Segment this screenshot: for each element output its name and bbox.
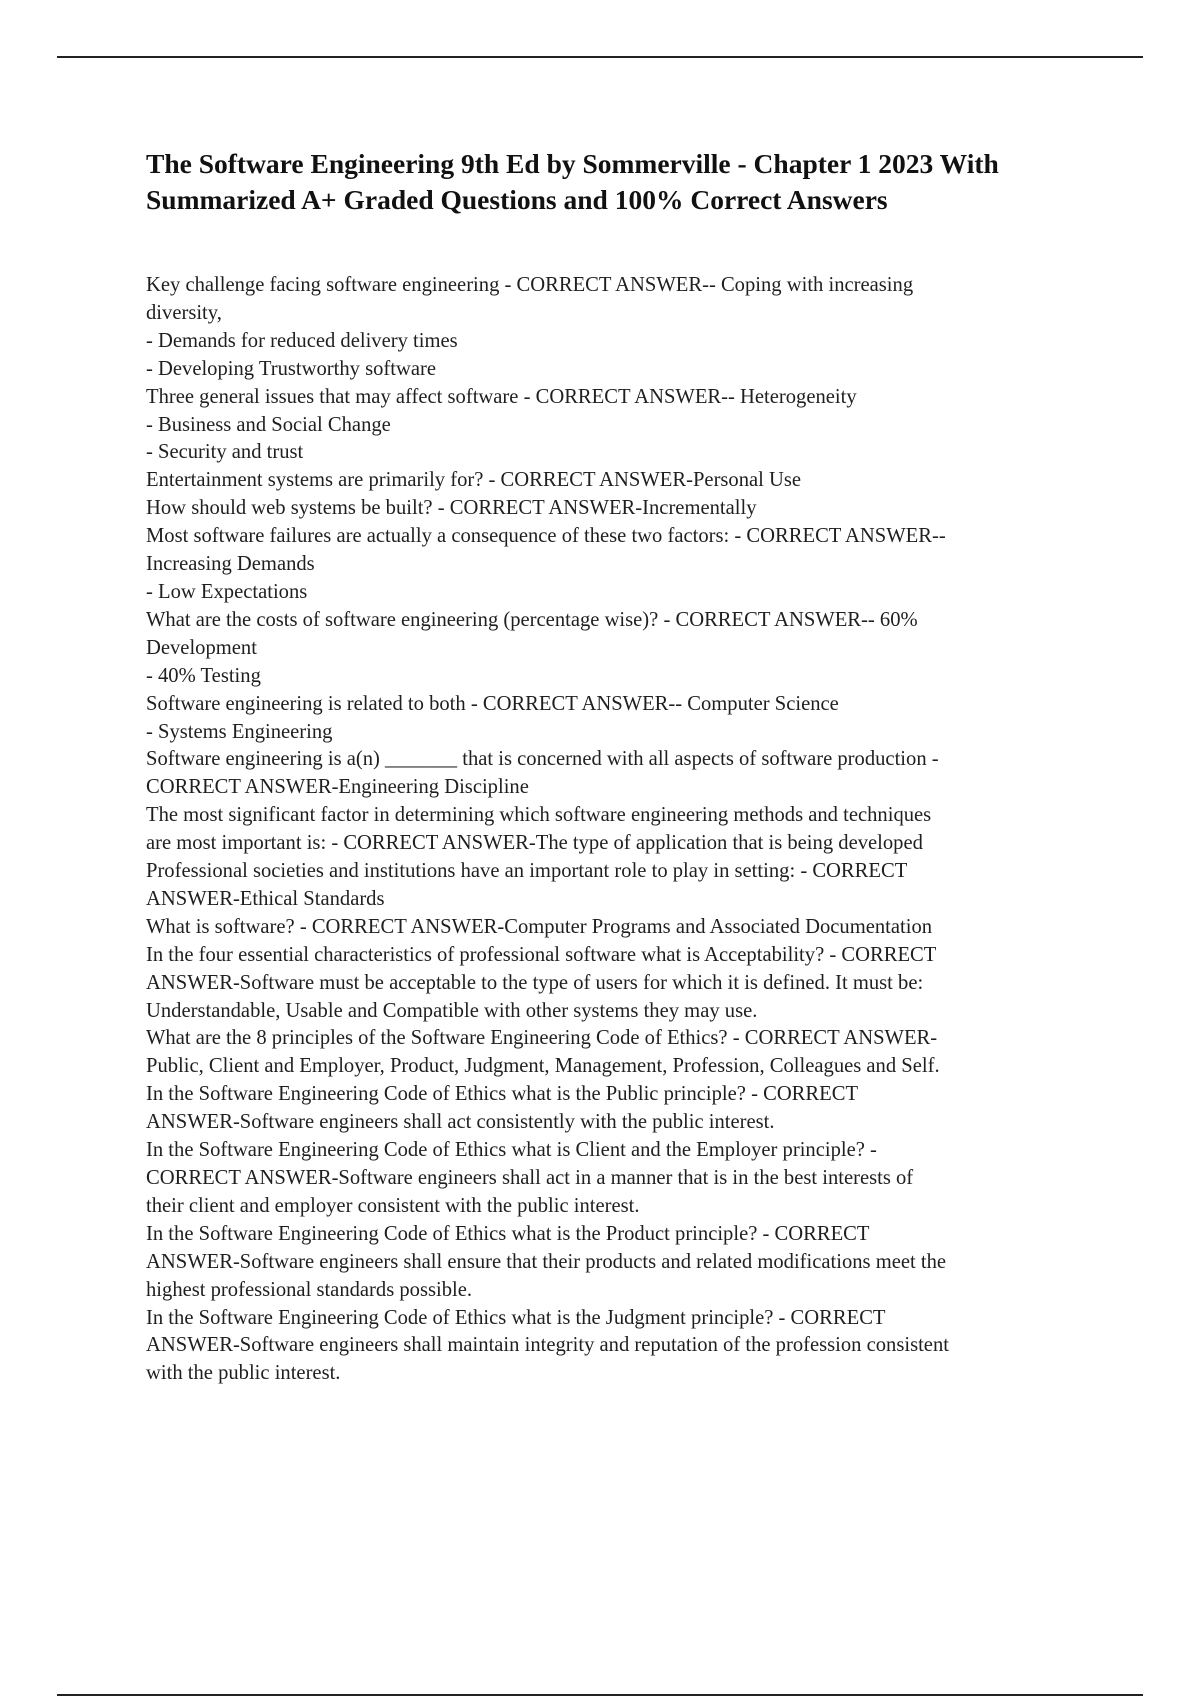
text-line: What are the costs of software engineering (percentage wise)? - CORRECT ANSWER-- 60% (146, 608, 918, 631)
title-line: The Software Engineering 9th Ed by Sommerville - Chapter 1 2023 With (146, 148, 999, 179)
text-line: The most significant factor in determining which software engineering methods and techniques (146, 804, 932, 827)
text-line: Key challenge facing software engineering - CORRECT ANSWER-- Coping with increasing (146, 274, 914, 296)
text-line: Public, Client and Employer, Product, Judgment, Management, Profession, Colleagues and Self. (146, 1055, 940, 1078)
text-line: Most software failures are actually a consequence of these two factors: - CORRECT ANSWER-- (146, 525, 946, 548)
text-line: In the Software Engineering Code of Ethics what is the Product principle? - CORRECT (146, 1222, 870, 1245)
text-line: ANSWER-Software must be acceptable to the type of users for which it is defined. It must be: (146, 971, 924, 994)
text-line: Software engineering is related to both - CORRECT ANSWER-- Computer Science (146, 692, 839, 715)
text-line: In the Software Engineering Code of Ethics what is Client and the Employer principle? - (146, 1139, 877, 1162)
text-line: with the public interest. (146, 1362, 341, 1385)
text-line: are most important is: - CORRECT ANSWER-The type of application that is being developed (146, 832, 923, 855)
text-line: Software engineering is a(n) _______ that is concerned with all aspects of software production - (146, 748, 939, 771)
text-line: Increasing Demands (146, 553, 315, 576)
text-line: Professional societies and institutions have an important role to play in setting: - CORRECT (146, 860, 908, 883)
text-line: diversity, (146, 301, 222, 324)
text-line: - Demands for reduced delivery times (146, 329, 458, 352)
text-line: ANSWER-Software engineers shall act consistently with the public interest. (146, 1111, 775, 1134)
text-line: their client and employer consistent with the public interest. (146, 1194, 640, 1217)
text-line: Three general issues that may affect software - CORRECT ANSWER-- Heterogeneity (146, 385, 857, 408)
text-line: Entertainment systems are primarily for? - CORRECT ANSWER-Personal Use (146, 469, 802, 492)
title-line: Summarized A+ Graded Questions and 100% Correct Answers (146, 184, 888, 215)
text-line: - Systems Engineering (146, 720, 333, 743)
text-line: - Business and Social Change (146, 413, 391, 436)
text-line: In the Software Engineering Code of Ethics what is the Public principle? - CORRECT (146, 1083, 859, 1106)
text-line: How should web systems be built? - CORRECT ANSWER-Incrementally (146, 497, 757, 520)
text-line: In the Software Engineering Code of Ethics what is the Judgment principle? - CORRECT (146, 1306, 886, 1329)
bottom-divider (57, 1694, 1143, 1696)
text-line: ANSWER-Software engineers shall maintain integrity and reputation of the profession consistent (146, 1334, 949, 1357)
document-title (146, 146, 1096, 218)
text-line: In the four essential characteristics of professional software what is Acceptability? - CORRECT (146, 943, 937, 966)
text-line: CORRECT ANSWER-Software engineers shall act in a manner that is in the best interests of (146, 1167, 914, 1189)
document-body (146, 272, 1106, 1388)
text-line: - 40% Testing (146, 664, 261, 687)
text-line: ANSWER-Ethical Standards (146, 887, 385, 910)
text-line: - Security and trust (146, 441, 304, 464)
text-line: Understandable, Usable and Compatible with other systems they may use. (146, 999, 758, 1022)
top-divider (57, 56, 1143, 58)
text-line: - Developing Trustworthy software (146, 357, 437, 380)
text-line: What are the 8 principles of the Software Engineering Code of Ethics? - CORRECT ANSWER- (146, 1027, 938, 1050)
text-line: What is software? - CORRECT ANSWER-Computer Programs and Associated Documentation (146, 915, 933, 938)
text-line: highest professional standards possible. (146, 1278, 473, 1301)
text-line: ANSWER-Software engineers shall ensure that their products and related modifications meet the (146, 1250, 947, 1273)
text-line: - Low Expectations (146, 580, 308, 603)
text-line: CORRECT ANSWER-Engineering Discipline (146, 776, 529, 799)
text-line: Development (146, 636, 257, 659)
